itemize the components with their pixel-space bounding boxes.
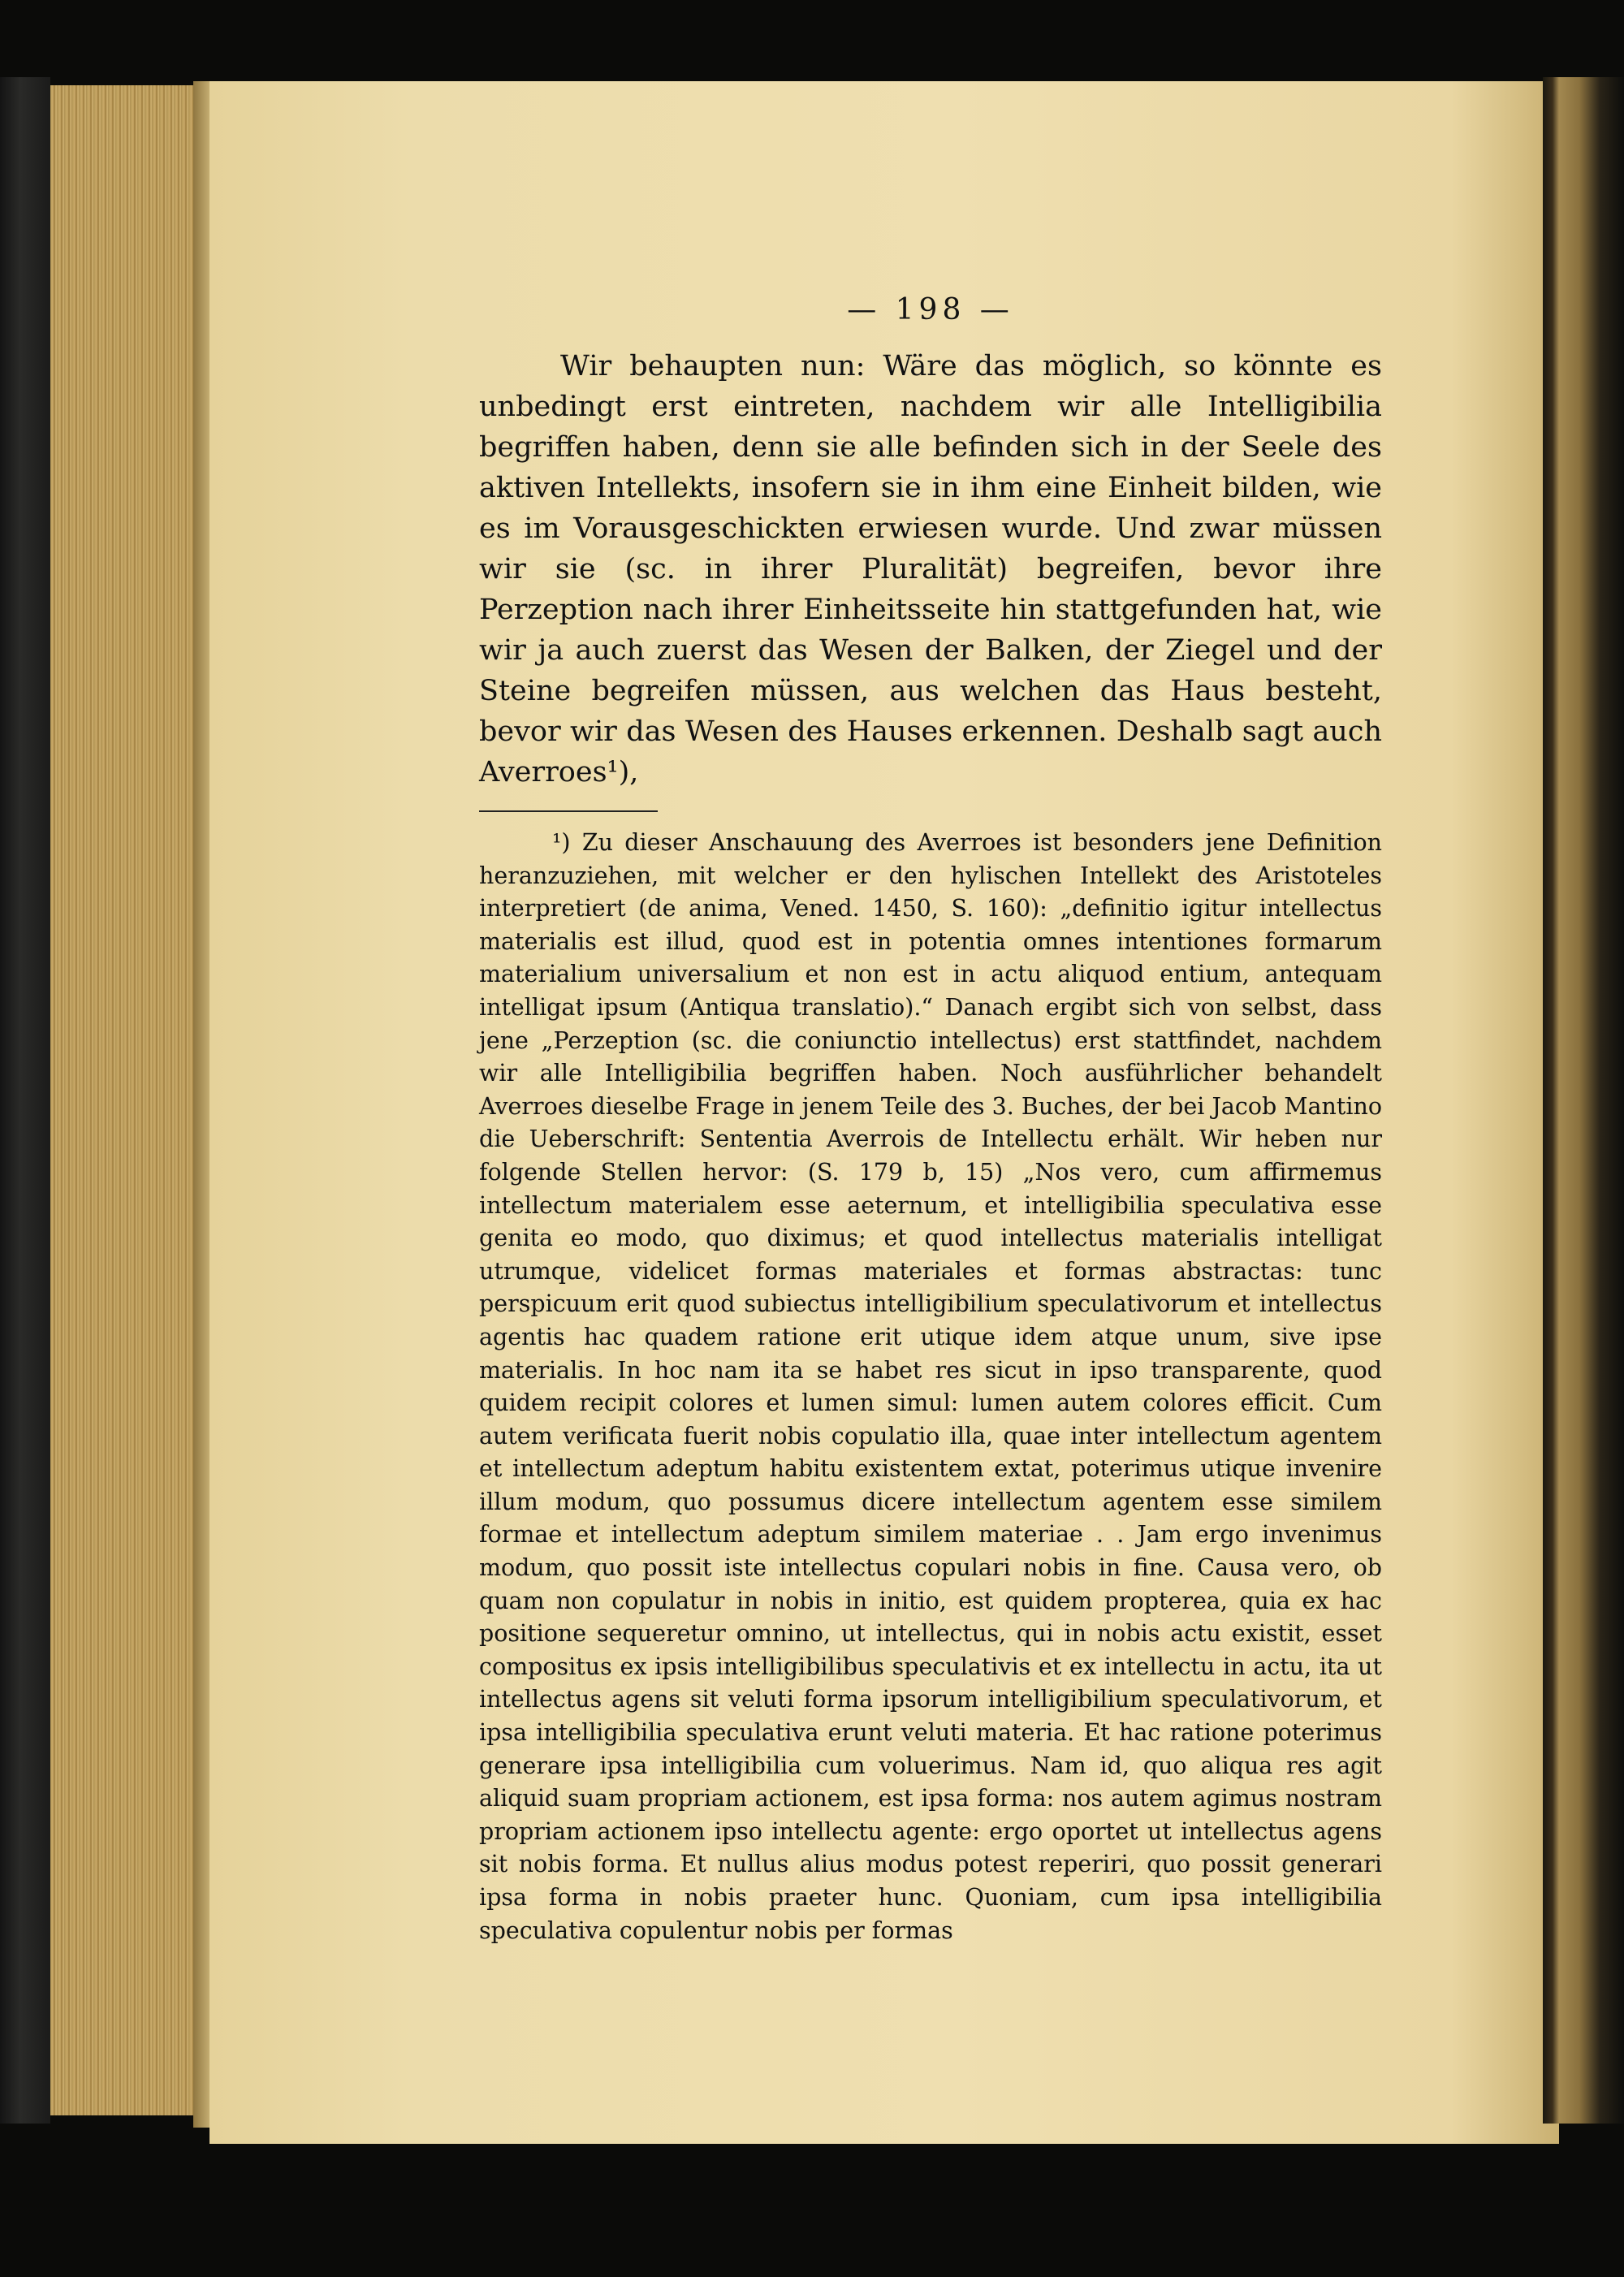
- footnote: ¹) Zu dieser Anschauung des Averroes ist besonders jene Definition heranzuziehen, mit welcher er den hylischen Intellekt des Aristoteles interpretiert (de anima, Vened. 1450, S. 160): „definitio igitur intellectus materialis est illud, quod est in potentia omnes intentiones formarum materialium universalium et non est in actu aliquod entium, antequam intelligat ipsum (Antiqua translatio).“ Danach ergibt sich von selbst, dass jene „Perzeption (sc. die coniunctio intellectus) erst stattfindet, nachdem wir alle Intelligibilia begriffen haben. Noch ausführlicher behandelt Averroes dieselbe Frage in jenem Teile des 3. Buches, der bei Jacob Mantino die Ueberschrift: Sententia Averrois de Intellectu erhält. Wir heben nur folgende Stellen hervor: (S. 179 b, 15) „Nos vero, cum affirmemus intellectum materialem esse aeternum, et intelligibilia speculativa esse genita eo modo, quo diximus; et quod intellectus materialis intelligat utrumque, videlicet formas materiales et formas abstractas: tunc perspicuum erit quod subiectus intelligibilium speculativorum et intellectus agentis hac quadem ratione erit utique idem atque unum, sive ipse materialis. In hoc nam ita se habet res sicut in ipso transparente, quod quidem recipit colores et lumen simul: lumen autem colores efficit. Cum autem verificata fuerit nobis copulatio illa, quae inter intellectum agentem et intellectum adeptum habitu existentem extat, poterimus utique invenire illum modum, quo possumus dicere intellectum agentem esse similem formae et intellectum adeptum similem materiae . . Jam ergo invenimus modum, quo possit iste intellectus copulari nobis in fine. Causa vero, ob quam non copulatur in nobis in initio, est quidem propterea, quia ex hac positione sequeretur omnino, ut intellectus, qui in nobis actu existit, esset compositus ex ipsis intelligibilibus speculativis et ex intellectu in actu, ita ut intellectus agens sit veluti forma ipsorum intelligibilium speculativorum, et ipsa intelligibilia speculativa erunt veluti materia. Et hac ratione poterimus generare ipsa intelligibilia cum voluerimus. Nam id, quo aliqua res agit aliquid suam propriam actionem, est ipsa forma: nos autem agimus nostram propriam actionem ipso intellectu agente: ergo oportet ut intellectus agens sit nobis forma. Et nullus alius modus potest reperiri, quo possit generari ipsa forma in nobis praeter hunc. Quoniam, cum ipsa intelligibilia speculativa copulentur nobis per formas: [479, 829, 1382, 1944]
- footnote-separator: [479, 810, 658, 812]
- book-cover-edge: [0, 77, 50, 2124]
- gutter-shadow: [193, 81, 211, 2128]
- page-number: — 198 —: [847, 293, 1014, 326]
- body-paragraph: Wir behaupten nun: Wäre das möglich, so könnte es unbedingt erst eintreten, nachdem wir alle Intelligibilia begriffen haben, denn sie alle befinden sich in der Seele des aktiven Intellekts, insofern sie in ihm eine Einheit bilden, wie es im Vorausgeschickten erwiesen wurde. Und zwar müssen wir sie (sc. in ihrer Pluralität) begreifen, bevor ihre Perzeption nach ihrer Einheitsseite hin stattgefunden hat, wie wir ja auch zuerst das Wesen der Balken, der Ziegel und der Steine begreifen müssen, aus welchen das Haus besteht, bevor wir das Wesen des Hauses erkennen. Deshalb sagt auch Averroes¹),: [479, 350, 1382, 789]
- page-content: [479, 292, 1382, 1947]
- page-edges-right: [1543, 77, 1624, 2124]
- page-edges-left: [50, 85, 197, 2115]
